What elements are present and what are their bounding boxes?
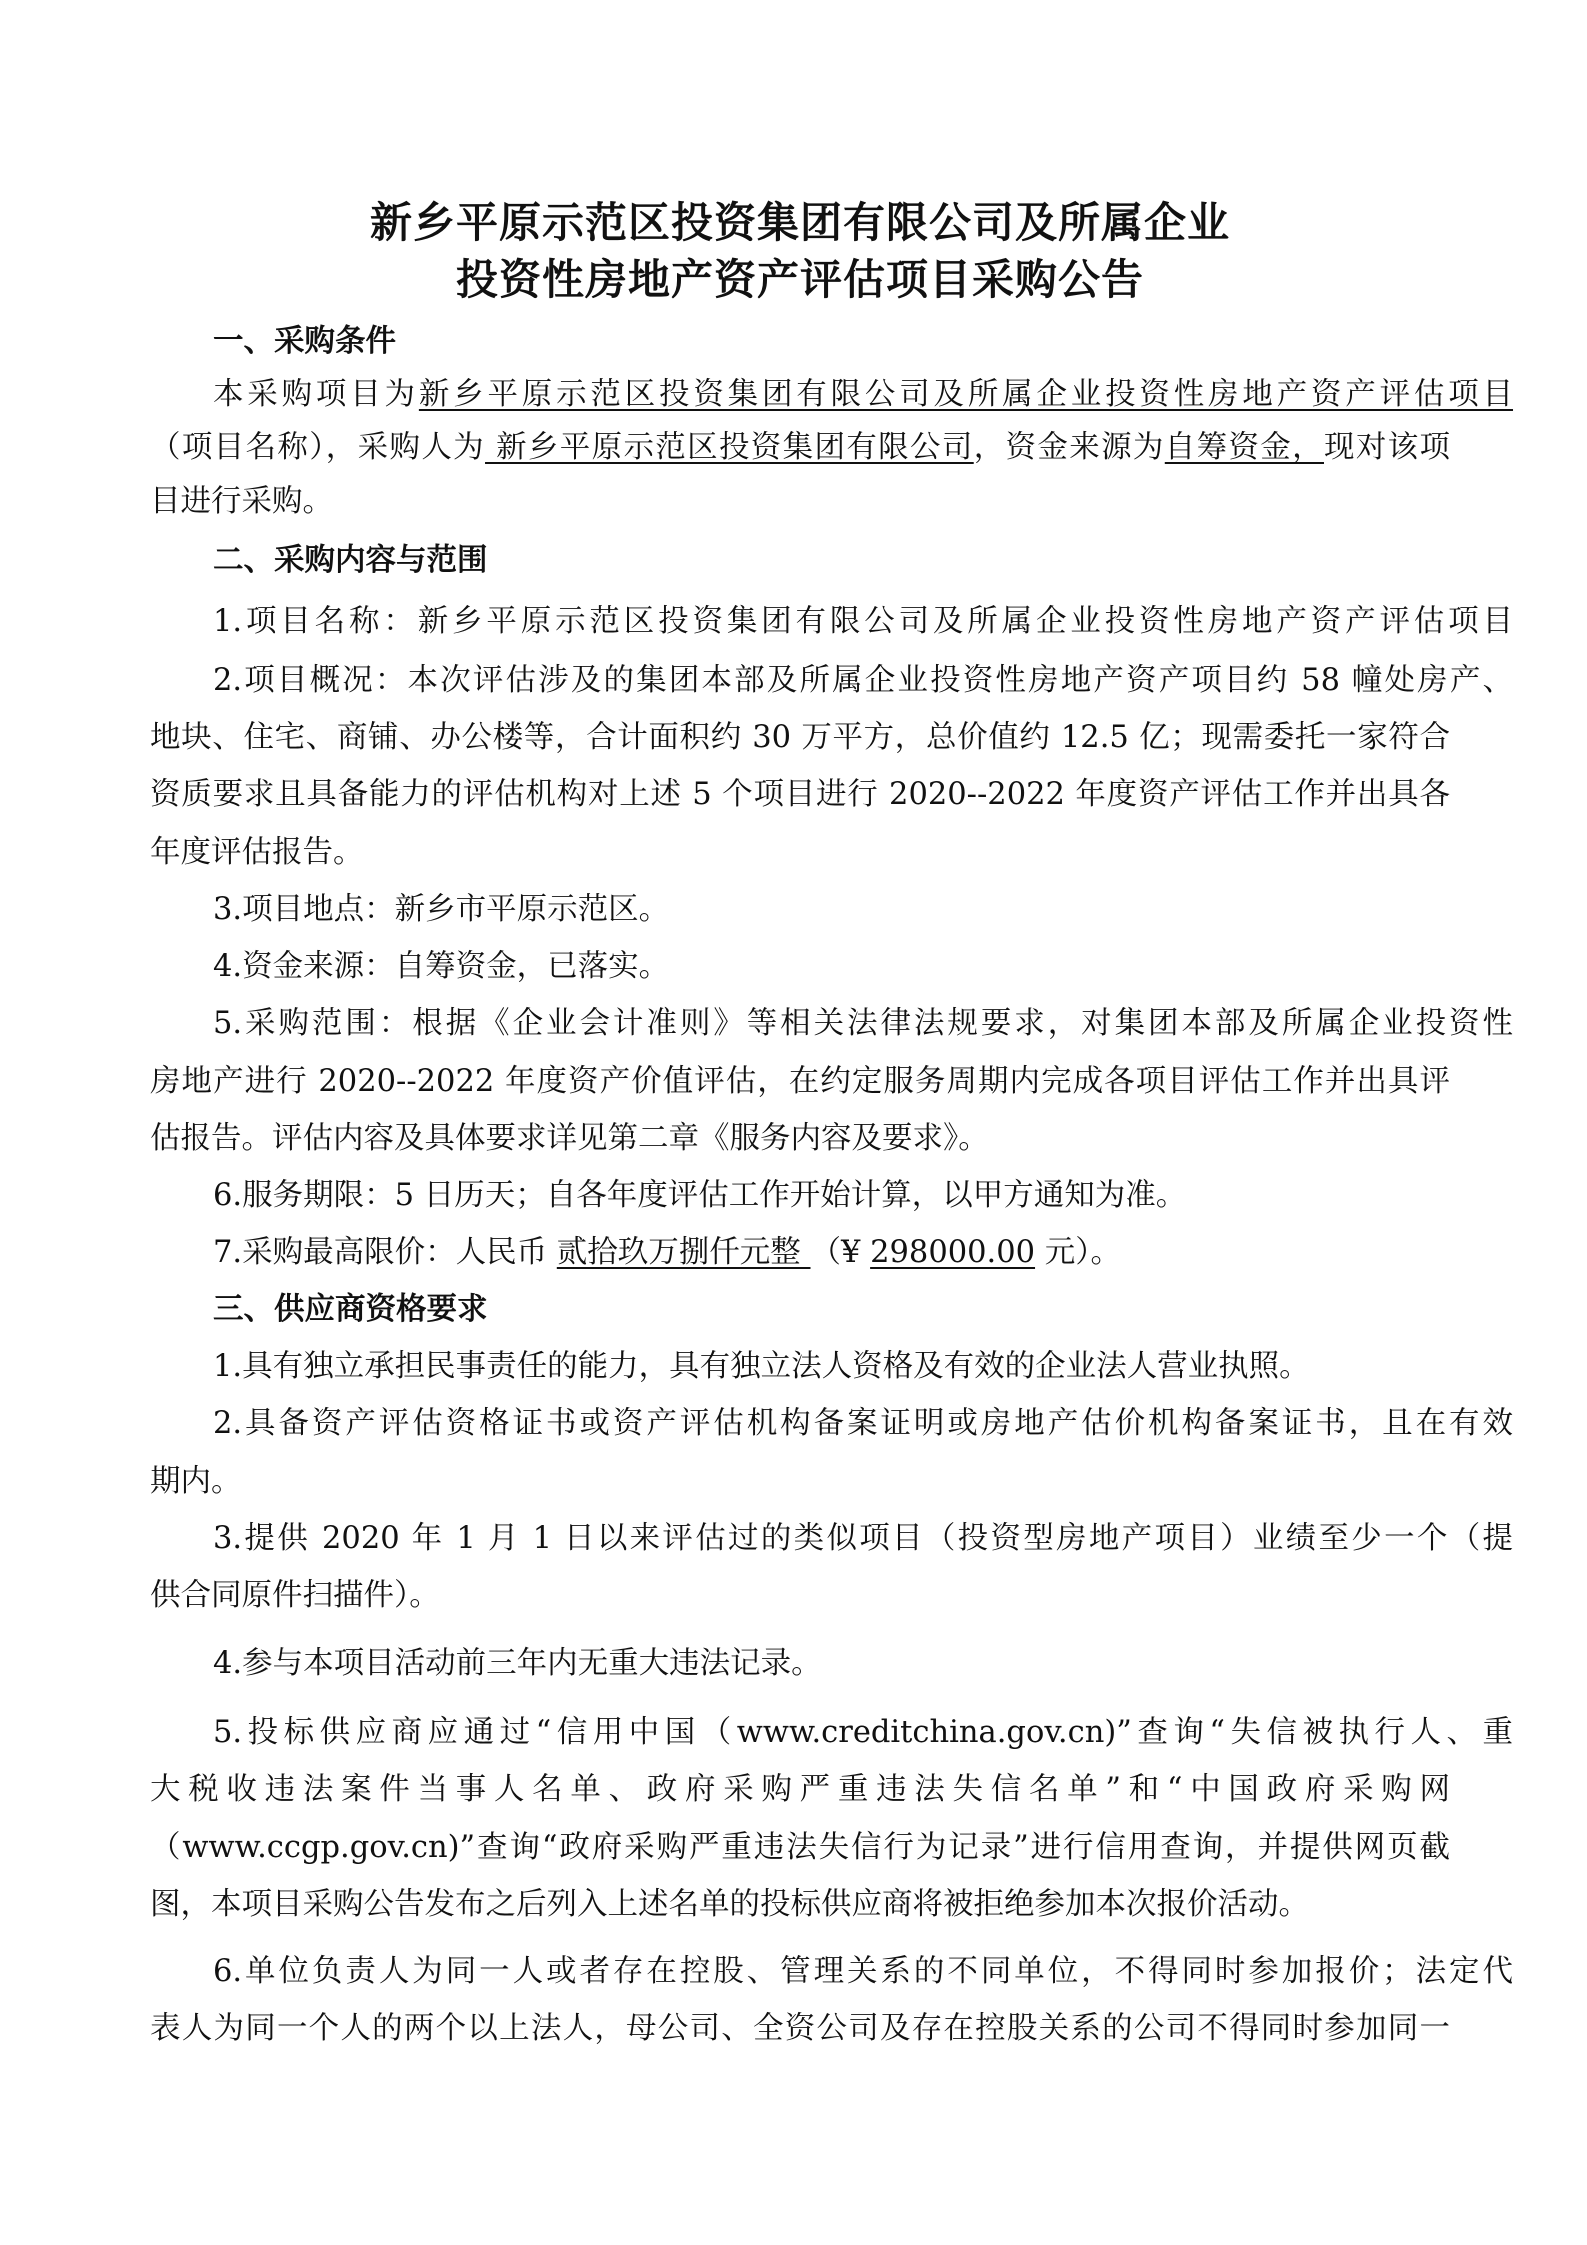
req-3-4: 4.参与本项目活动前三年内无重大违法记录。 (213, 1646, 822, 1681)
text: （¥ (810, 1235, 871, 1270)
req-3-5-line-2: 大税收违法案件当事人名单、政府采购严重违法失信名单”和“中国政府采购网 (150, 1772, 1450, 1807)
price-amount-underlined: 298000.00 (870, 1235, 1036, 1270)
text: ，资金来源为 (973, 430, 1165, 465)
req-3-6-line-2: 表人为同一个人的两个以上法人，母公司、全资公司及存在控股关系的公司不得同时参加同一 (150, 2011, 1450, 2046)
text: 现对该项 (1324, 430, 1451, 465)
document-title-line-2: 投资性房地产资产评估项目采购公告 (455, 255, 1144, 304)
section-1-paragraph-line-2 (150, 428, 1450, 468)
purchaser-name-underlined: 新乡平原示范区投资集团有限公司 (485, 430, 974, 465)
req-3-1: 1.具有独立承担民事责任的能力，具有独立法人资格及有效的企业法人营业执照。 (213, 1349, 1310, 1384)
text: 元）。 (1035, 1235, 1121, 1270)
item-2-2-line-2: 地块、住宅、商铺、办公楼等，合计面积约 30 万平方，总价值约 12.5 亿；现需委托一家符合 (150, 720, 1450, 755)
req-3-3-line-1: 3.提供 2020 年 1 月 1 日以来评估过的类似项目（投资型房地产项目）业绩至少一个（提 (213, 1521, 1513, 1556)
section-2-heading: 二、采购内容与范围 (213, 543, 488, 578)
text: （项目名称），采购人为 (150, 430, 486, 465)
item-2-7 (150, 1233, 1513, 1273)
item-2-1: 1.项目名称：新乡平原示范区投资集团有限公司及所属企业投资性房地产资产评估项目 (213, 604, 1513, 639)
section-1-heading: 一、采购条件 (213, 324, 396, 359)
item-2-5-line-3: 估报告。评估内容及具体要求详见第二章《服务内容及要求》。 (150, 1121, 989, 1156)
req-3-5-line-3: （www.ccgp.gov.cn)”查询“政府采购严重违法失信行为记录”进行信用查询，并提供网页截 (150, 1830, 1450, 1865)
fund-source-underlined: 自筹资金， (1164, 430, 1324, 465)
item-2-5-line-1: 5.采购范围：根据《企业会计准则》等相关法律法规要求，对集团本部及所属企业投资性 (213, 1006, 1513, 1041)
item-2-6: 6.服务期限：5 日历天；自各年度评估工作开始计算，以甲方通知为准。 (213, 1178, 1187, 1213)
text: 本采购项目为 (213, 377, 419, 412)
project-name-underlined: 新乡平原示范区投资集团有限公司及所属企业投资性房地产资产评估项目 (418, 377, 1514, 412)
document-title-line-1: 新乡平原示范区投资集团有限公司及所属企业 (369, 198, 1230, 247)
item-2-3: 3.项目地点：新乡市平原示范区。 (213, 892, 670, 927)
item-2-2-line-4: 年度评估报告。 (150, 835, 364, 870)
item-2-2-line-1: 2.项目概况：本次评估涉及的集团本部及所属企业投资性房地产资产项目约 58 幢处房产、 (213, 663, 1513, 698)
req-3-5-line-4: 图，本项目采购公告发布之后列入上述名单的投标供应商将被拒绝参加本次报价活动。 (150, 1887, 1309, 1922)
section-1-paragraph-line-3: 目进行采购。 (150, 484, 333, 519)
req-3-2-line-1: 2.具备资产评估资格证书或资产评估机构备案证明或房地产估价机构备案证书，且在有效 (213, 1406, 1513, 1441)
item-2-5-line-2: 房地产进行 2020--2022 年度资产价值评估，在约定服务周期内完成各项目评估工作并出具评 (150, 1064, 1450, 1099)
price-in-words-underlined: 贰拾玖万捌仟元整 (556, 1235, 811, 1270)
req-3-5-line-1: 5.投标供应商应通过“信用中国（www.creditchina.gov.cn)”查询“失信被执行人、重 (213, 1715, 1513, 1750)
section-3-heading: 三、供应商资格要求 (213, 1292, 488, 1327)
item-2-4: 4.资金来源：自筹资金，已落实。 (213, 949, 670, 984)
req-3-6-line-1: 6.单位负责人为同一人或者存在控股、管理关系的不同单位，不得同时参加报价；法定代 (213, 1954, 1513, 1989)
section-1-paragraph-line-1 (150, 375, 1513, 415)
req-3-3-line-2: 供合同原件扫描件）。 (150, 1578, 440, 1613)
req-3-2-line-2: 期内。 (150, 1464, 242, 1499)
text: 7.采购最高限价：人民币 (213, 1235, 557, 1270)
item-2-2-line-3: 资质要求且具备能力的评估机构对上述 5 个项目进行 2020--2022 年度资产评估工作并出具各 (150, 777, 1450, 812)
